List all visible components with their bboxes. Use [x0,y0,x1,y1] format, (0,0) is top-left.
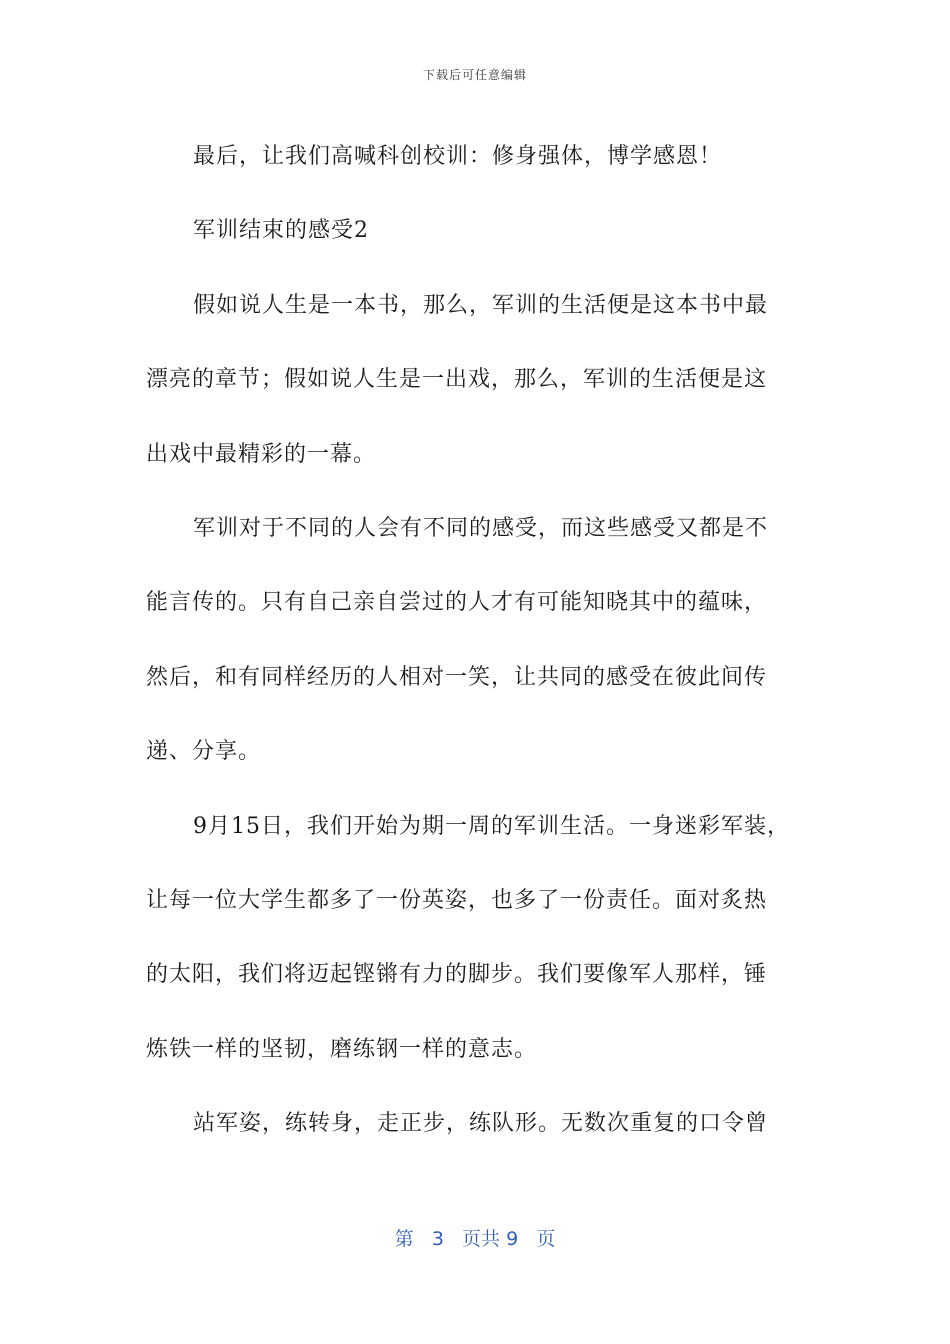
document-body [146,120,806,1161]
section-heading: 军训结束的感受2 [193,218,369,244]
paragraph-line: 最后，让我们高喊科创校训：修身强体，博学感恩！ [193,144,723,169]
page-number-footer [0,1224,950,1251]
footer-prefix: 第 [394,1228,414,1250]
paragraph-line: 然后，和有同样经历的人相对一笑，让共同的感受在彼此间传 [146,664,768,690]
paragraph-line: 出戏中最精彩的一幕。 [146,441,377,467]
paragraph-line: 军训对于不同的人会有不同的感受，而这些感受又都是不 [193,515,769,541]
paragraph-line: 的太阳，我们将迈起铿锵有力的脚步。我们要像军人那样，锤 [146,962,768,988]
paragraph-line: 9月15日，我们开始为期一周的军训生活。一身迷彩军装， [193,813,790,839]
paragraph-line: 假如说人生是一本书，那么，军训的生活便是这本书中最 [193,292,769,318]
paragraph-line: 炼铁一样的坚韧，磨练钢一样的意志。 [146,1036,538,1062]
footer-middle: 页共 [462,1228,501,1250]
paragraph-line: 递、分享。 [146,739,262,765]
total-pages-number: 9 [506,1228,519,1250]
header-note: 下载后可任意编辑 [422,68,527,82]
footer-suffix: 页 [536,1228,556,1250]
current-page-number: 3 [431,1228,444,1250]
paragraph-line: 站军姿，练转身，走正步，练队形。无数次重复的口令曾 [193,1111,769,1137]
paragraph-line: 让每一位大学生都多了一份英姿，也多了一份责任。面对炙热 [146,887,768,913]
paragraph-line: 漂亮的章节；假如说人生是一出戏，那么，军训的生活便是这 [146,367,768,393]
paragraph-line: 能言传的。只有自己亲自尝过的人才有可能知晓其中的蕴味， [146,590,768,616]
